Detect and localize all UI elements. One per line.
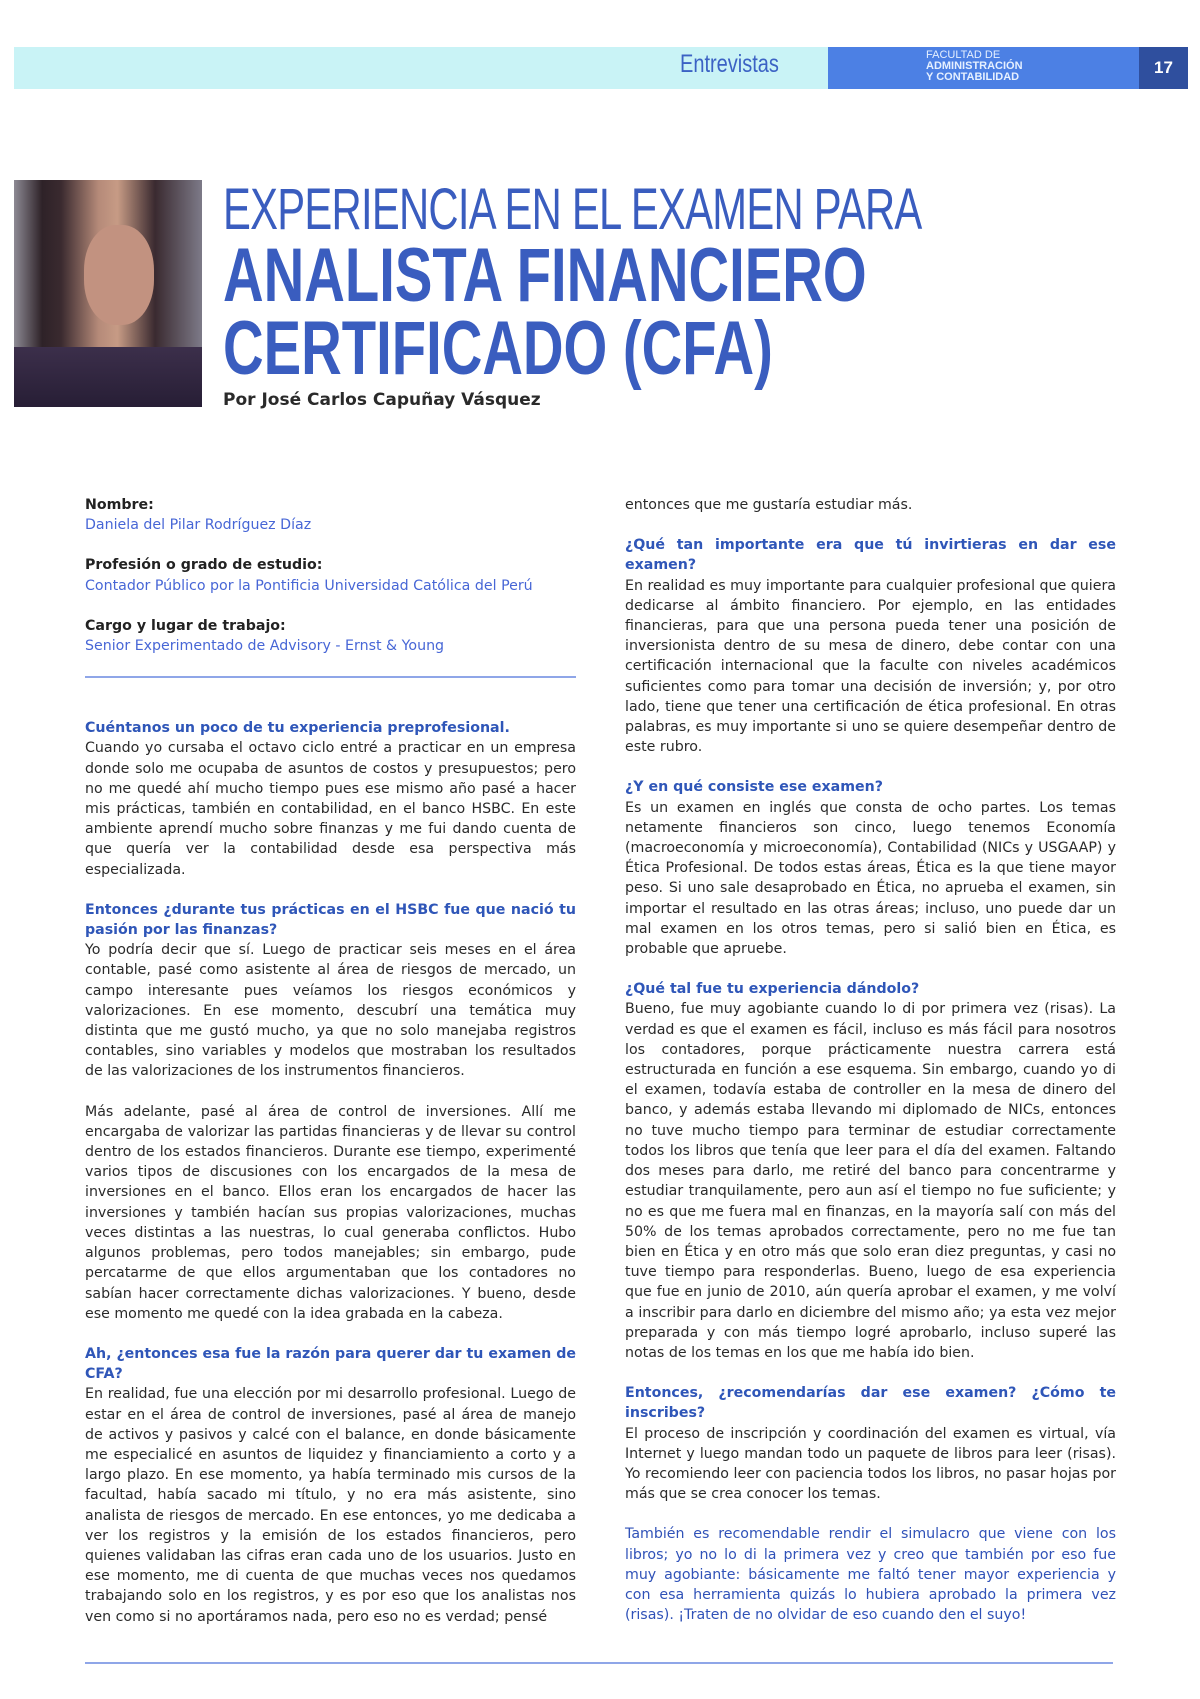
answer-paragraph: El proceso de inscripción y coordinación del examen es virtual, vía Internet y luego mandan todo un paquete de libros para leer (risas). Yo recomiendo leer con paciencia todos los libros, no pasar hojas por más que se crea conocer los temas. (625, 1425, 1116, 1503)
answer-paragraph: Yo podría decir que sí. Luego de practicar seis meses en el área contable, pasé como asistente al área de riesgos de mercado, un campo interesante pues veíamos los riesgos económicos y valorizaciones. En ese momento, descubrí una temática muy distinta que me gustó mucho, ya que no solo manejaba registros contables, sino variables y modelos que mostraban los resultados de las valorizaciones de los instrumentos financieros. (85, 942, 576, 1080)
profile-label: Profesión o grado de estudio: (85, 557, 323, 574)
divider (85, 676, 576, 678)
answer-paragraph: En realidad, fue una elección por mi desarrollo profesional. Luego de estar en el área de control de inversiones, pasé al área de manejo de activos y pasivos y calcé con el balance, en donde básicamente me especialicé en asuntos de liquidez y financiamiento a corto y a largo plazo. En ese momento, ya había terminado mis cursos de la facultad, había sacado mi título, y no era más asistente, sino analista de riesgos de mercado. En ese entonces, yo me dedicaba a ver los registros y la emisión de los estados financieros, pero quienes validaban las cifras eran cada uno de los usuarios. Justo en ese momento, me di cuenta de que muchas veces nos quedamos trabajando solo en los registros, y es por eso que los analistas nos ven como si no aportáramos nada, pero eso no es verdad; pensé (85, 1386, 576, 1625)
qa-item (85, 1344, 576, 1627)
answer-paragraph: Cuando yo cursaba el octavo ciclo entré a practicar en un empresa donde solo me ocupaba de asuntos de costos y presupuestos; pero no me quedé ahí mucho tiempo pues ese mismo año pasé a hacer mis prácticas, también en contabilidad, en el banco HSBC. En este ambiente aprendí mucho sobre finanzas y me fui dando cuenta de que quería ver la contabilidad desde esa perspectiva más especializada. (85, 740, 576, 878)
profile-label: Nombre: (85, 497, 154, 513)
faculty-name (926, 50, 1023, 83)
qa-item (625, 535, 1116, 757)
faculty-line: FACULTAD DE (926, 49, 1001, 61)
answer-paragraph: En realidad es muy importante para cualquier profesional que quiera dedicarse al ámbito financiero. Por ejemplo, en las entidades financieras, para que una persona pueda tener una posición de inversionista dentro de su mesa de dinero, debe contar con una certificación internacional que la faculte con niveles académicos suficientes como para tomar una decisión de inversión; y, por otro lado, tiene que tener una certificación de ética profesional. En otras palabras, es muy importante si uno se quiere desempeñar dentro de este rubro. (625, 577, 1116, 756)
qa-list (85, 718, 576, 1627)
title-line-3: CERTIFICADO (CFA) (223, 306, 773, 391)
question: ¿Qué tal fue tu experiencia dándolo? (625, 981, 920, 998)
qa-item (625, 777, 1116, 959)
qa-item (625, 1383, 1116, 1504)
right-column (625, 495, 1116, 1645)
left-column (85, 495, 576, 1647)
question: ¿Y en qué consiste ese examen? (625, 779, 883, 796)
answer-paragraph: entonces que me gustaría estudiar más. (625, 497, 913, 513)
profile-value: Senior Experimentado de Advisory - Ernst & Young (85, 638, 445, 655)
question: Cuéntanos un poco de tu experiencia preprofesional. (85, 720, 510, 737)
answer-paragraph: Bueno, fue muy agobiante cuando lo di por primera vez (risas). La verdad es que el examen es fácil, incluso es más fácil para nosotros los contadores, porque prácticamente nuestra carrera está estructurada en función a ese esquema. Sin embargo, cuando yo di el examen, todavía estaba de controller en la mesa de dinero del banco, y además estaba llevando mi diplomado de NICs, entonces no tuve mucho tiempo para terminar de estudiar correctamente todos los libros que tenía que leer para el día del examen. Faltando dos meses para darlo, me retiré del banco para concentrarme y estudiar tranquilamente, pero aun así el tiempo no fue suficiente; y no es que me fuera mal en finanzas, en la mayoría salí con más del 50% de los temas aprobados correctamente, pero no me fue tan bien en Ética y en otro más que solo eran diez preguntas, y casi no tuve tiempo para responderlas. Bueno, luego de esa experiencia que fue en junio de 2010, aún quería aprobar el examen, y me volví a inscribir para darlo en diciembre del mismo año; ya esta vez mejor preparada y con más tiempo logré aprobarlo, incluso superé las notas de los temas en los que me había ido bien. (625, 1001, 1116, 1361)
profile-label: Cargo y lugar de trabajo: (85, 617, 286, 634)
profile-value: Contador Público por la Pontificia Universidad Católica del Perú (85, 577, 533, 594)
question: Entonces, ¿recomendarías dar ese examen? ¿Cómo te inscribes? (625, 1385, 1116, 1422)
section-label: Entrevistas (680, 50, 779, 78)
answer-paragraph: Es un examen en inglés que consta de ocho partes. Los temas netamente financieros son cinco, luego tenemos Economía (macroeconomía y microeconomía), Contabilidad (NICs y USGAAP) y Ética Profesional. De todos estas áreas, Ética es la que tiene mayor peso. Si uno sale desaprobado en Ética, no aprueba el examen, sin importar el resultado en las otras áreas; incluso, uno puede dar un mal examen en los otros temas, pero si salió bien en Ética, es probable que apruebe. (625, 799, 1116, 958)
qa-item (85, 718, 576, 880)
faculty-line: Y CONTABILIDAD (926, 71, 1020, 83)
page-number: 17 (1139, 47, 1188, 89)
closing-paragraph: También es recomendable rendir el simulacro que viene con los libros; yo no lo di la primera vez y creo que también por eso fue muy agobiante: básicamente me faltó tener mayor experiencia y con esa herramienta quizás lo hubiera aprobado la primera vez (risas). ¡Traten de no olvidar de eso cuando den el suyo! (625, 1526, 1116, 1624)
faculty-line: ADMINISTRACIÓN (926, 60, 1023, 72)
question: Ah, ¿entonces esa fue la razón para querer dar tu examen de CFA? (85, 1345, 576, 1383)
qa-item (625, 495, 1116, 515)
faculty-box (828, 47, 1139, 89)
qa-item (85, 900, 576, 1324)
qa-list (625, 495, 1116, 1504)
profile-value: Daniela del Pilar Rodríguez Díaz (85, 517, 312, 534)
answer-paragraph: Más adelante, pasé al área de control de inversiones. Allí me encargaba de valorizar las partidas financieras y de llevar su control dentro de los estados financieros. Durante ese tiempo, experimenté varios tipos de discusiones con los encargados de la mesa de inversiones en el banco. Ellos eran los encargados de hacer las inversiones y también hacían sus propias valorizaciones, muchas veces distintas a las nuestras, lo cual generaba conflictos. Hubo algunos problemas, pero todos manejables; sin embargo, pude percatarme de que ellos argumentaban que los contadores no sabían hacer correctamente dichas valorizaciones. Y bueno, desde ese momento me quedé con la idea grabada en la cabeza. (85, 1103, 576, 1322)
title-line-2: ANALISTA FINANCIERO (223, 233, 867, 318)
question: ¿Qué tan importante era que tú invirtieras en dar ese examen? (625, 537, 1116, 574)
byline: Por José Carlos Capuñay Vásquez (223, 390, 541, 410)
profile-block (85, 495, 576, 656)
interviewee-photo (14, 180, 202, 407)
bottom-divider (85, 1662, 1113, 1664)
title-line-1: EXPERIENCIA EN EL EXAMEN PARA (223, 177, 922, 242)
qa-item (625, 979, 1116, 1363)
question: Entonces ¿durante tus prácticas en el HSBC fue que nació tu pasión por las finanzas? (85, 901, 576, 939)
